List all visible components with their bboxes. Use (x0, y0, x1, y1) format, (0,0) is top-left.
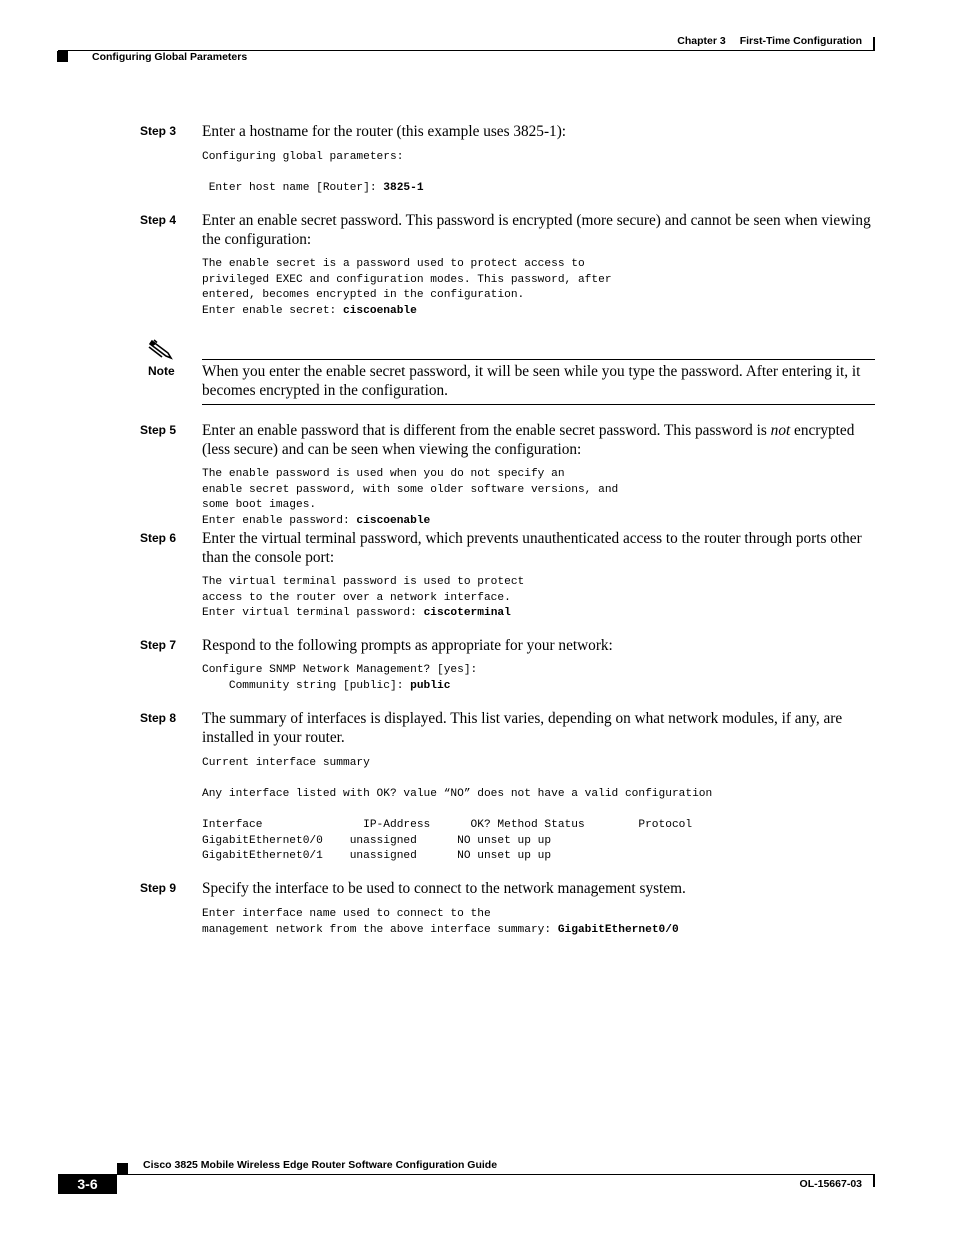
code-line: Configuring global parameters: (202, 151, 404, 163)
code-line: management network from the above interface summary: GigabitEthernet0/0 (202, 923, 679, 936)
step-9-label: Step 9 (140, 881, 177, 895)
interface-row: GigabitEthernet0/1 unassigned NO unset up up (202, 850, 552, 862)
chapter-number: Chapter 3 (677, 35, 726, 47)
page-number: 3-6 (58, 1174, 117, 1194)
footer-rule (117, 1174, 875, 1175)
code-line: Configure SNMP Network Management? [yes]: (202, 664, 478, 676)
step-4-label: Step 4 (140, 213, 177, 227)
code-line: Current interface summary (202, 757, 370, 769)
step-4-text: Enter an enable secret password. This password is encrypted (more secure) and cannot be seen when viewing the configuration: (202, 212, 871, 248)
code-line: Community string [public]: public (202, 679, 451, 692)
step-7-text: Respond to the following prompts as appropriate for your network: (202, 637, 613, 654)
pencil-note-icon (148, 337, 176, 361)
step-7-label: Step 7 (140, 638, 177, 652)
step-8-text: The summary of interfaces is displayed. This list varies, depending on what network modules, if any, are installed in your router. (202, 710, 843, 746)
chapter-header (520, 35, 862, 47)
note-text: When you enter the enable secret password, it will be seen while you type the password. After entering it, it becomes encrypted in the configuration. (202, 363, 861, 399)
code-line: entered, becomes encrypted in the configuration. (202, 289, 525, 301)
section-title: Configuring Global Parameters (92, 51, 248, 63)
step-3-text: Enter a hostname for the router (this example uses 3825-1): (202, 123, 567, 140)
step-8-label: Step 8 (140, 711, 177, 725)
code-line (202, 803, 712, 819)
note-top-rule (202, 359, 875, 360)
code-line: The virtual terminal password is used to protect (202, 576, 525, 588)
guide-title: Cisco 3825 Mobile Wireless Edge Router Software Configuration Guide (143, 1159, 498, 1171)
step-6-code (202, 575, 524, 622)
note-bottom-rule (202, 404, 875, 405)
step-9-code (202, 907, 679, 938)
step-3-code (202, 150, 424, 197)
footer-block (117, 1163, 128, 1174)
footer-tick (873, 1175, 875, 1187)
interface-row: GigabitEthernet0/0 unassigned NO unset up up (202, 834, 552, 847)
step-6-label: Step 6 (140, 531, 177, 545)
code-line: Any interface listed with OK? value “NO” does not have a valid configuration (202, 788, 713, 800)
code-line: access to the router over a network interface. (202, 591, 511, 604)
chapter-title: First-Time Configuration (739, 35, 862, 47)
step-9-text: Specify the interface to be used to connect to the network management system. (202, 880, 686, 897)
step-5-code (202, 467, 618, 529)
code-line: Enter virtual terminal password: ciscoterminal (202, 607, 511, 619)
code-line: Enter enable secret: ciscoenable (202, 304, 417, 317)
code-line: Enter interface name used to connect to the (202, 908, 491, 920)
code-line: The enable secret is a password used to protect access to (202, 258, 585, 270)
step-5-label: Step 5 (140, 423, 177, 437)
code-line: enable secret password, with some older software versions, and (202, 483, 619, 496)
header-block (57, 51, 68, 62)
code-line: Enter host name [Router]: 3825-1 (202, 182, 424, 194)
step-5-text: Enter an enable password that is different from the enable secret password. This password is not encrypted (less secure) and can be seen when viewing the configuration: (202, 422, 855, 458)
step-6-text: Enter the virtual terminal password, which prevents unauthenticated access to the router through ports other than the console port: (202, 530, 862, 566)
step-8-code (202, 756, 712, 865)
code-line (202, 772, 712, 788)
emphasis-not: not (770, 422, 791, 439)
code-line: some boot images. (202, 499, 317, 511)
note-label: Note (148, 364, 175, 378)
code-line (202, 166, 424, 182)
code-line: The enable password is used when you do not specify an (202, 468, 565, 480)
doc-number: OL-15667-03 (799, 1178, 862, 1190)
step-3-label: Step 3 (140, 124, 177, 138)
code-line: Enter enable password: ciscoenable (202, 514, 431, 527)
header-tick (873, 37, 875, 50)
step-7-code (202, 663, 477, 694)
code-line: privileged EXEC and configuration modes. This password, after (202, 273, 612, 286)
interface-table-header: Interface IP-Address OK? Method Status Protocol (202, 819, 693, 831)
step-4-code (202, 257, 612, 319)
